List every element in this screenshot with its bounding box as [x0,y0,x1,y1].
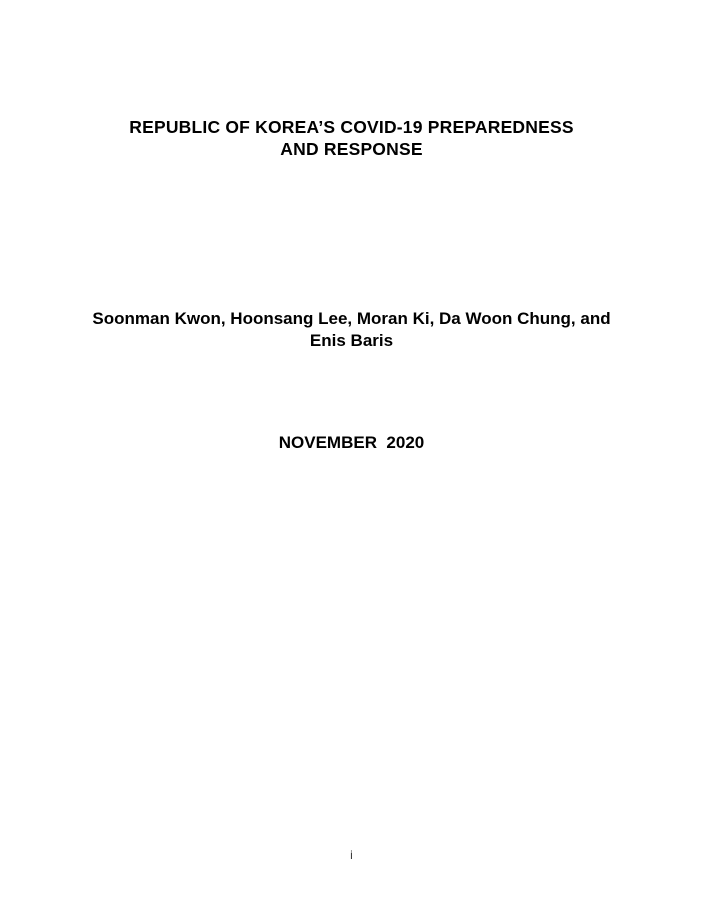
page-number: i [350,848,353,862]
authors-line-2: Enis Baris [309,330,394,350]
title-line-1: REPUBLIC OF KOREA’S COVID-19 PREPAREDNESS [129,117,574,137]
publication-date: NOVEMBER 2020 [278,433,425,452]
title-line-2: AND RESPONSE [280,139,423,159]
authors-line-1: Soonman Kwon, Hoonsang Lee, Moran Ki, Da Woon Chung, and [92,309,611,328]
authors [0,308,703,351]
document-title [0,116,703,160]
